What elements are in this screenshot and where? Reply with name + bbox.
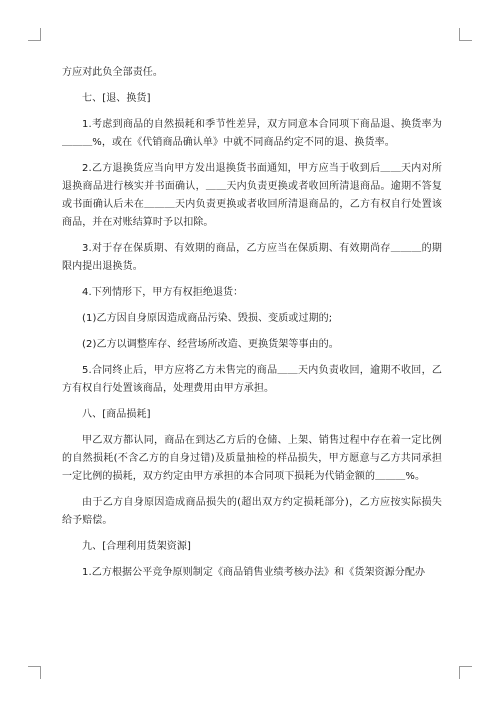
paragraph-return-notice: 2.乙方退换货应当向甲方发出退换货书面通知，甲方应当于收到后＿＿天内对所退换商品进行核实并书面确认，＿＿天内负责更换或者收回所清退商品。逾期不答复或书面确认后未在＿＿＿天内负责更换或者收回所清退商品的，乙方有权自行处置该商品，并在对账结算时予以扣除。: [62, 163, 442, 228]
paragraph-1: 方应对此负全部责任。: [62, 67, 163, 78]
paragraph-shelf-rules: 1.乙方根据公平竞争原则制定《商品销售业绩考核办法》和《货架资源分配办: [82, 567, 426, 578]
page-corner-mark-top-right: [459, 28, 472, 41]
page-corner-mark-bottom-left: [28, 666, 41, 679]
page-corner-mark-top-left: [28, 28, 41, 41]
section-heading-returns: 七、[退、换货]: [82, 93, 151, 104]
page-corner-mark-bottom-right: [459, 666, 472, 679]
section-heading-loss: 八、[商品损耗]: [82, 409, 151, 420]
paragraph-natural-loss: 甲乙双方都认同，商品在到达乙方后的仓储、上架、销售过程中存在着一定比例的自然损耗(不含乙方的自身过错)及质量抽检的样品损失，甲方愿意与乙方共同承担一定比例的损耗，双方约定由甲方承担的本合同项下损耗为代销金额的＿＿＿%。: [62, 435, 442, 482]
paragraph-return-rate: 1.考虑到商品的自然损耗和季节性差异，双方同意本合同项下商品退、换货率为＿＿＿%，或在《代销商品确认单》中就不同商品约定不同的退、换货率。: [62, 119, 442, 148]
list-item-1: (1)乙方因自身原因造成商品污染、毁损、变质或过期的;: [82, 313, 333, 324]
list-item-2: (2)乙方以调整库存、经营场所改造、更换货架等事由的。: [82, 339, 339, 350]
paragraph-refuse-return: 4.下列情形下，甲方有权拒绝退货：: [82, 287, 244, 298]
section-heading-shelf-resources: 九、[合理利用货架资源]: [82, 541, 192, 552]
paragraph-compensation: 由于乙方自身原因造成商品损失的(超出双方约定损耗部分)，乙方应按实际损失给予赔偿。: [62, 497, 442, 526]
document-body: [62, 64, 442, 590]
paragraph-shelf-life: 3.对于存在保质期、有效期的商品，乙方应当在保质期、有效期尚存＿＿＿的期限内提出退换货。: [62, 243, 442, 272]
paragraph-termination: 5.合同终止后，甲方应将乙方未售完的商品＿＿天内负责收回，逾期不收回，乙方有权自行处置该商品，处理费用由甲方承担。: [62, 365, 442, 394]
